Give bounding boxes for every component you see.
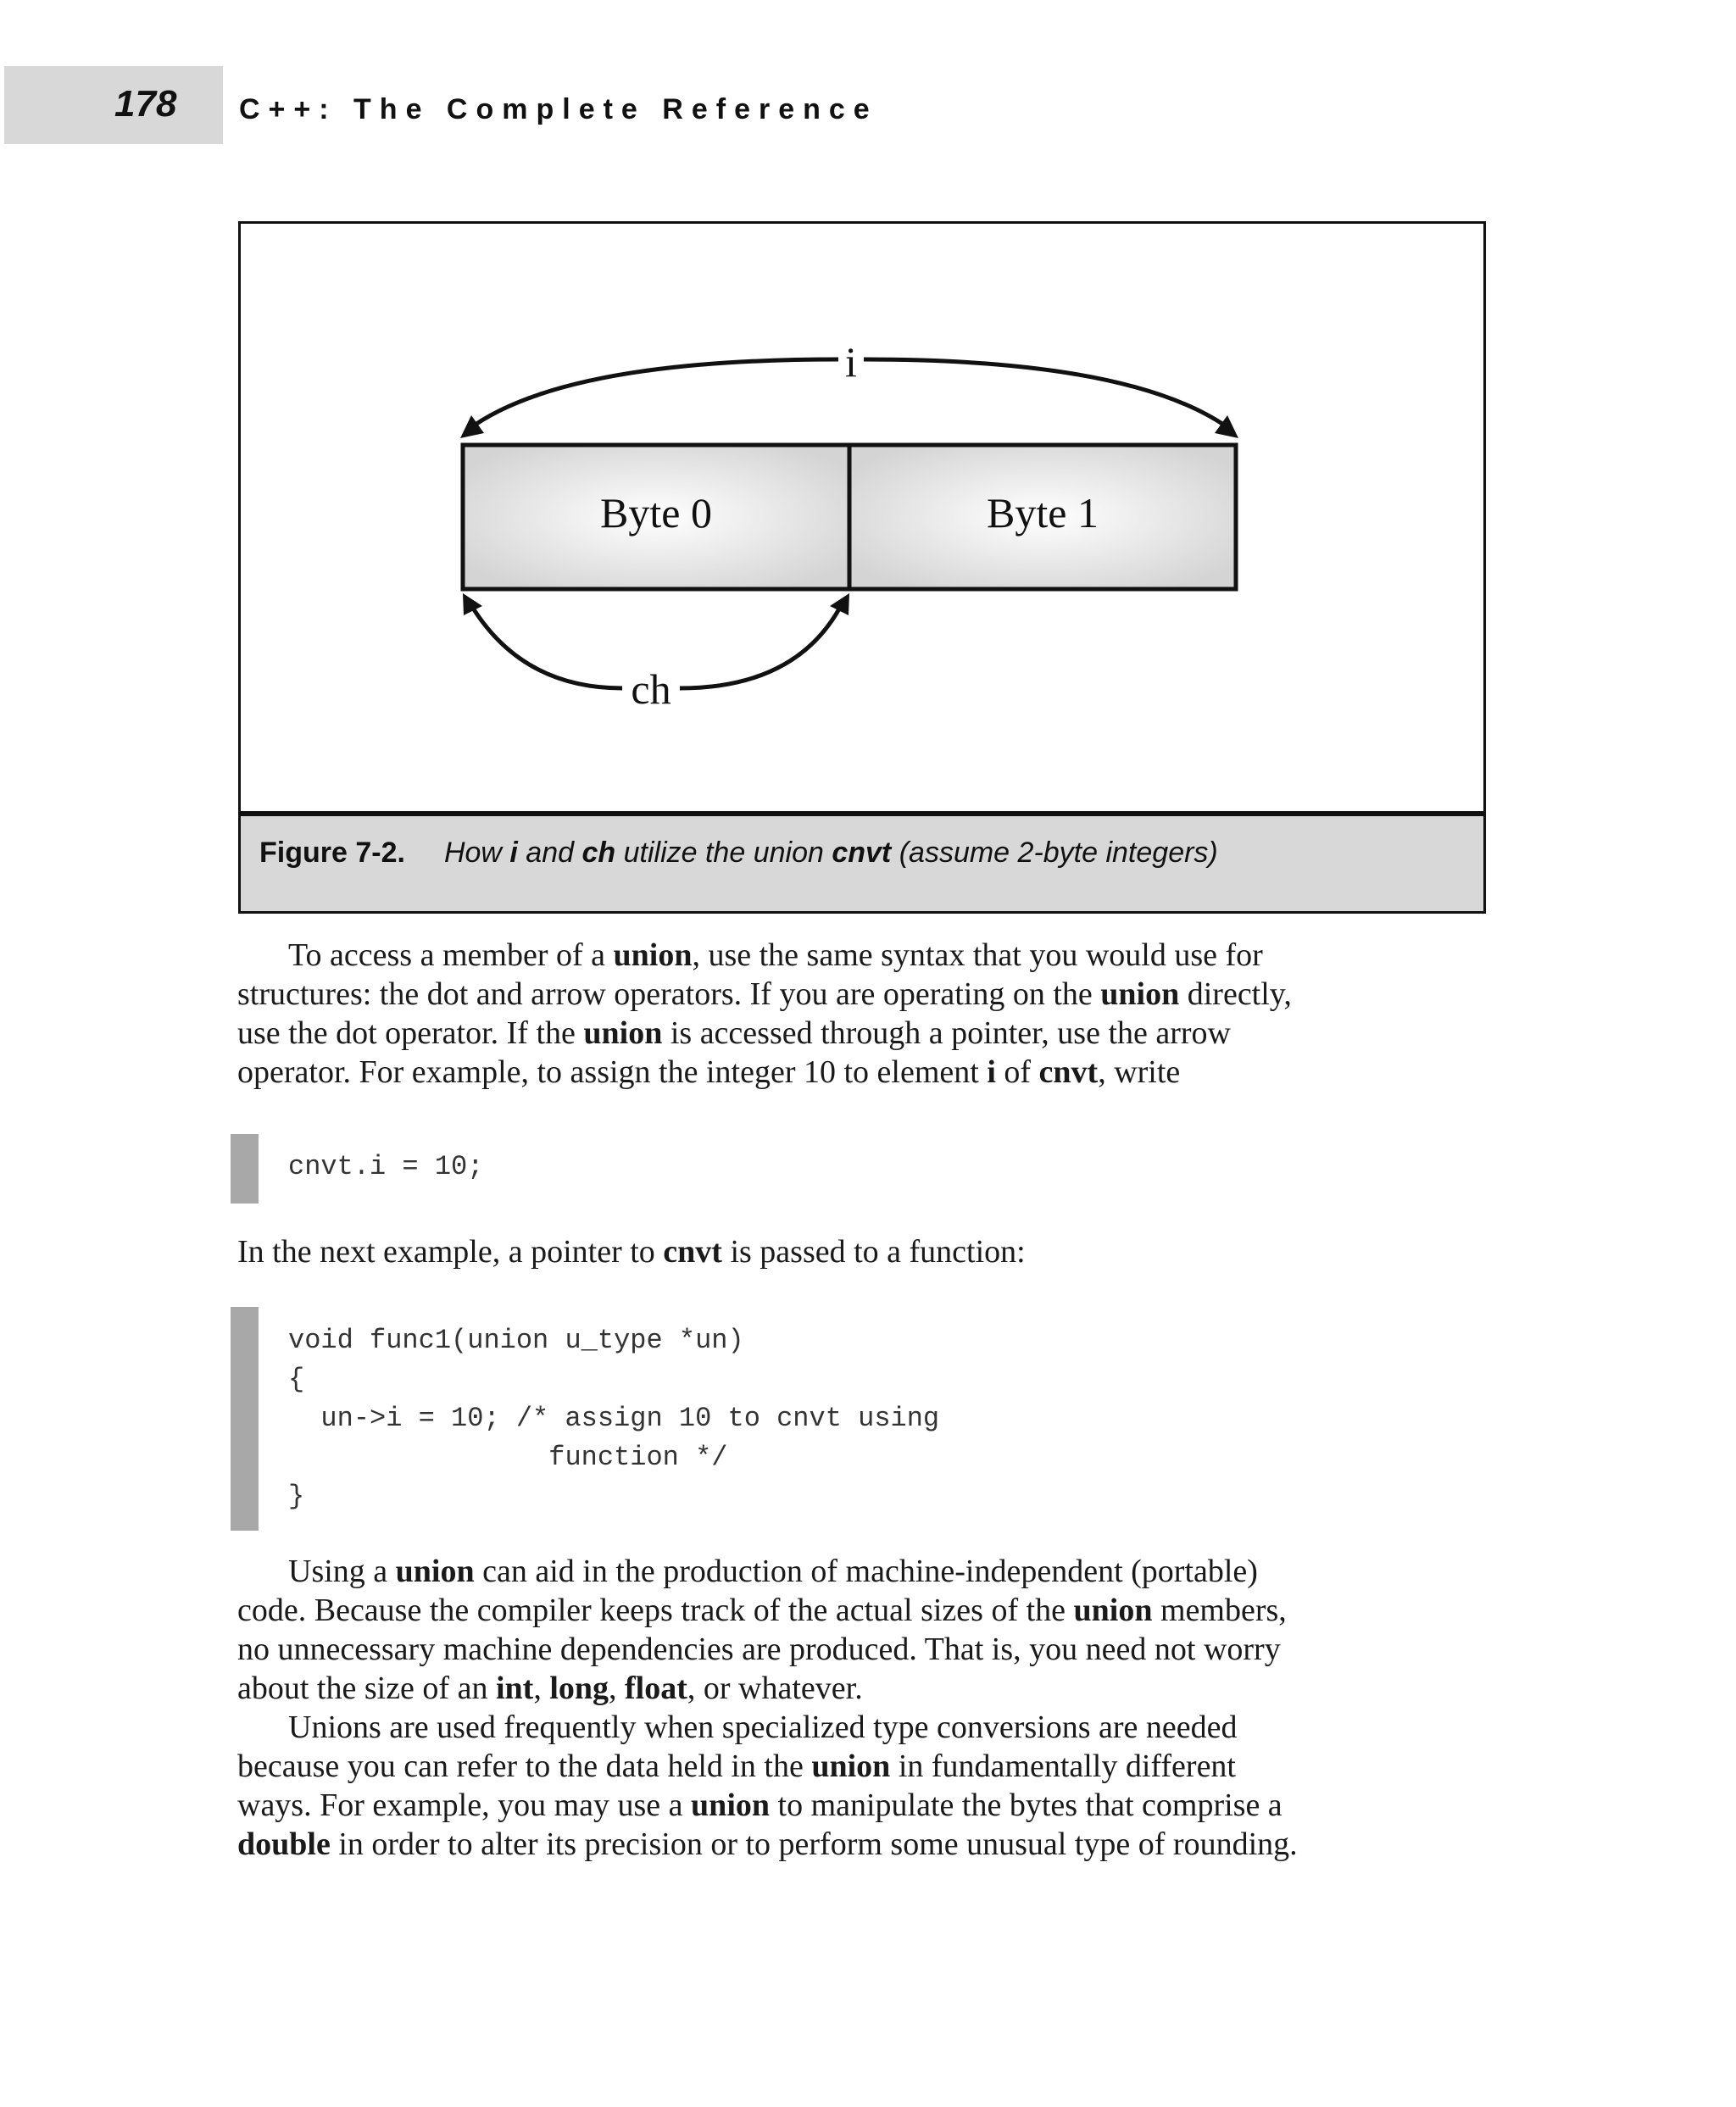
- union-diagram: [241, 224, 1483, 817]
- running-title: C++: The Complete Reference: [239, 93, 878, 125]
- code-line: un->i = 10; /* assign 10 to cnvt using: [288, 1403, 940, 1434]
- figure-frame: [238, 221, 1486, 820]
- code-line: void func1(union u_type *un): [288, 1325, 744, 1356]
- i-arrow-right: [1215, 415, 1238, 438]
- code-line: {: [288, 1364, 305, 1395]
- paragraph-pointer-example: In the next example, a pointer to cnvt is passed to a function:: [237, 1234, 1026, 1270]
- ch-arc: [470, 603, 622, 688]
- i-label: i: [845, 338, 857, 386]
- caption-body: How i and ch utilize the union cnvt (assume 2-byte integers): [443, 837, 1218, 869]
- paragraph-union-access: To access a member of a union, use the same syntax that you would use for structures: the dot and arrow operators. If you are operating on the union directly, use the dot operator. If the union is accessed through a pointer, use the arrow operator. For example, to assign the integer 10 to element i of cnvt, write: [237, 937, 1292, 1090]
- code-line: cnvt.i = 10;: [288, 1151, 484, 1182]
- figure-caption-box: [238, 811, 1486, 914]
- ch-label: ch: [631, 665, 671, 713]
- ch-arc-right: [680, 603, 843, 688]
- code-line: function */: [288, 1442, 728, 1473]
- figure-label: Figure 7-2.: [259, 837, 405, 869]
- i-arc: [468, 359, 838, 430]
- byte-1-label: Byte 1: [987, 489, 1099, 536]
- figure-caption: [259, 837, 1218, 870]
- paragraph-portable-code: Using a union can aid in the production of machine-independent (portable) code. Because the compiler keeps track of the actual sizes of the union members, no unnecessary machine dependencies are produced. That is, you need not worry about the size of an int, long, float, or whatever.: [237, 1554, 1287, 1706]
- page-number-tab: [4, 66, 223, 144]
- i-arc-right: [864, 359, 1231, 430]
- byte-0-label: Byte 0: [600, 489, 712, 536]
- code-bar: [231, 1307, 259, 1531]
- paragraph-type-conversions: Unions are used frequently when specialized type conversions are needed because you can refer to the data held in the union in fundamentally different ways. For example, you may use a union to manipulate the bytes that comprise a double in order to alter its precision or to perform some unusual type of rounding.: [237, 1710, 1298, 1862]
- code-line: }: [288, 1481, 305, 1512]
- ch-arrow-left: [463, 593, 482, 615]
- code-bar: [231, 1134, 259, 1204]
- page-number: 178: [114, 83, 177, 125]
